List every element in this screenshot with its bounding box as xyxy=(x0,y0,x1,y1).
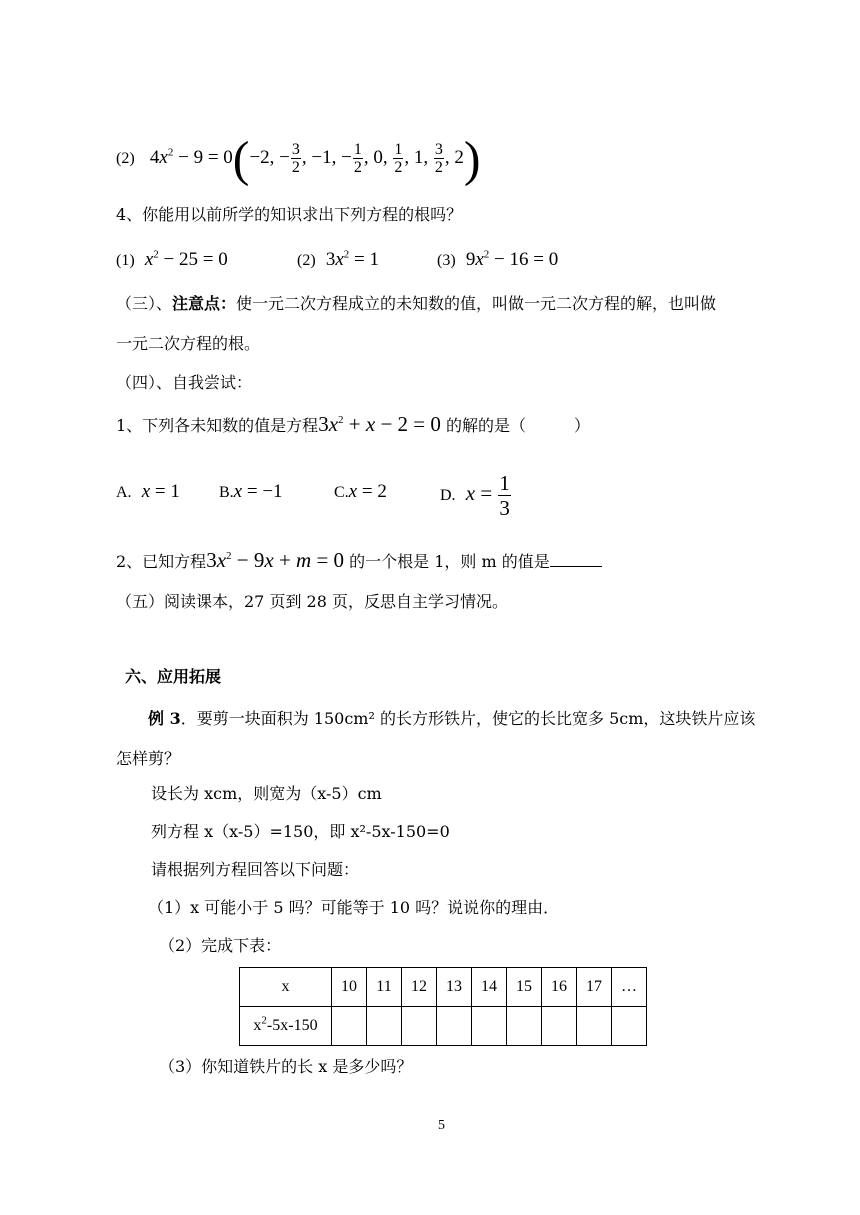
section-3-line-1: （三）、注意点：使一元二次方程成立的未知数的值，叫做一元二次方程的解，也叫做 xyxy=(116,294,717,313)
section-4-question-2: 2、已知方程$3x^2 - 9x + m = 0$ 的一个根是 1，则 m 的值是 xyxy=(116,550,602,572)
section-4-question-1: 1、下列各未知数的值是方程$3x^2 + x - 2 = 0$ 的解的是（ ） xyxy=(116,412,590,436)
table-col-header: 13 xyxy=(437,968,472,1007)
table-row xyxy=(240,1007,647,1046)
item-4-text: 4、你能用以前所学的知识求出下列方程的根吗？ xyxy=(116,205,463,224)
table-cell-empty[interactable] xyxy=(472,1007,507,1046)
table-header-expression: $x^2-5x-150$ xyxy=(240,1007,332,1046)
section-4-title: （四）、自我尝试： xyxy=(116,373,253,392)
table-cell-empty[interactable] xyxy=(437,1007,472,1046)
table-col-header: 10 xyxy=(332,968,367,1007)
prompt-line: 请根据列方程回答以下问题： xyxy=(151,860,360,879)
example-3-line-2: 怎样剪？ xyxy=(116,749,181,768)
question-2-label: (2) xyxy=(116,150,135,167)
example-3-line-1: 例 3．要剪一块面积为 150cm² 的长方形铁片，使它的长比宽多 5cm，这块铁片应该 xyxy=(148,709,756,728)
table-cell-empty[interactable] xyxy=(367,1007,402,1046)
answer-blank[interactable] xyxy=(550,552,602,567)
sub-question-2: （2）完成下表： xyxy=(159,936,282,955)
question-2-line xyxy=(116,130,481,187)
page-number: 5 xyxy=(438,1118,445,1133)
table-cell-empty[interactable] xyxy=(542,1007,577,1046)
table-col-header: 14 xyxy=(472,968,507,1007)
table-cell-empty[interactable] xyxy=(612,1007,647,1046)
item-4-equations: (1) $x^2 - 25 = 0$ xyxy=(116,248,228,270)
left-paren: ( xyxy=(232,130,250,187)
option-a: A. x = 1 xyxy=(116,481,180,502)
candidate-list: −2, − $\frac{3}{2}$ , −1, − $\frac{1}{2}$ , 0, $\frac{1}{2}$ , 1, $\frac{3}{2}$ , 2 xyxy=(249,141,464,177)
table-col-header: … xyxy=(612,968,647,1007)
values-table xyxy=(239,967,647,1046)
table-header-x: x xyxy=(240,968,332,1007)
question-2-equation: $4x^2 - 9 = 0$ xyxy=(149,146,233,168)
example-label: 例 3 xyxy=(148,709,181,728)
table-col-header: 12 xyxy=(402,968,437,1007)
option-c: C.x = 2 xyxy=(334,481,387,502)
table-row xyxy=(240,968,647,1007)
sub-question-1: （1）x 可能小于 5 吗？可能等于 10 吗？说说你的理由． xyxy=(148,898,560,917)
table-col-header: 15 xyxy=(507,968,542,1007)
item-4-eq-2: (2) $3x^2 = 1$ xyxy=(297,248,379,270)
table-cell-empty[interactable] xyxy=(577,1007,612,1046)
option-b: B.x = −1 xyxy=(219,481,283,502)
section-6-title: 六、应用拓展 xyxy=(125,667,222,686)
table-cell-empty[interactable] xyxy=(507,1007,542,1046)
sub-question-3: （3）你知道铁片的长 x 是多少吗？ xyxy=(159,1057,413,1076)
right-paren: ) xyxy=(463,130,481,187)
table-cell-empty[interactable] xyxy=(402,1007,437,1046)
setup-line: 设长为 xcm，则宽为（x-5）cm xyxy=(151,784,382,803)
table-cell-empty[interactable] xyxy=(332,1007,367,1046)
item-4-eq-3: (3) $9x^2 - 16 = 0$ xyxy=(437,248,559,270)
option-d: D. x = $\frac{1}{3}$ xyxy=(440,471,510,520)
table-col-header: 11 xyxy=(367,968,402,1007)
table-col-header: 17 xyxy=(577,968,612,1007)
section-5-text: （五）阅读课本，27 页到 28 页，反思自主学习情况。 xyxy=(116,592,508,611)
section-3-line-2: 一元二次方程的根。 xyxy=(116,334,261,353)
note-label: 注意点： xyxy=(172,294,237,313)
table-col-header: 16 xyxy=(542,968,577,1007)
equation-line: 列方程 x（x-5）=150，即 x²-5x-150=0 xyxy=(151,822,450,841)
